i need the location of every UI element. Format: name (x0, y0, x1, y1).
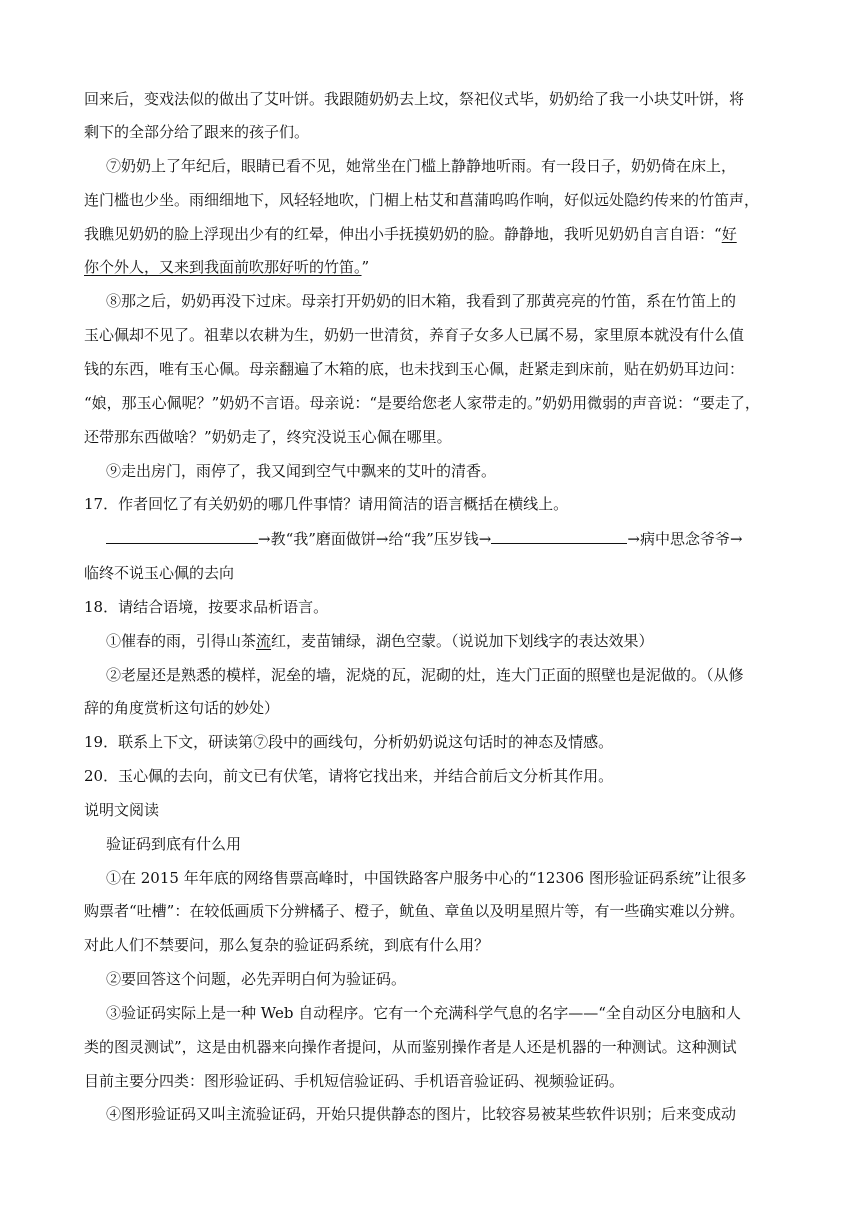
question-17-answer-line (106, 529, 743, 549)
text-line: 临终不说玉心佩的去向 (84, 564, 235, 582)
article-paragraph-3: ③验证码实际上是一种 Web 自动程序。它有一个充满科学气息的名字——“全自动区分电脑和人 (106, 1004, 741, 1022)
question-17: 17．作者回忆了有关奶奶的哪几件事情？请用简洁的语言概括在横线上。 (84, 495, 569, 513)
text-line: 玉心佩却不见了。祖辈以农耕为生，奶奶一世清贫，养育子女多人已属不易，家里原本就没有什么值 (84, 326, 745, 344)
text-line: 类的图灵测试”，这是由机器来向操作者提问，从而鉴别操作者是人还是机器的一种测试。这种测试 (84, 1038, 737, 1056)
article-title: 验证码到底有什么用 (106, 835, 242, 853)
text-line: 对此人们不禁要问，那么复杂的验证码系统，到底有什么用？ (84, 936, 490, 954)
text-line: 回来后，变戏法似的做出了艾叶饼。我跟随奶奶去上坟，祭祀仪式毕，奶奶给了我一小块艾叶饼，将 (84, 90, 745, 108)
article-paragraph-2: ②要回答这个问题，必先弄明白何为验证码。 (106, 970, 407, 988)
text-line: 连门槛也少坐。雨细细地下，风轻轻地吹，门楣上枯艾和菖蒲呜呜作响，好似远处隐约传来的竹笛声， (84, 191, 760, 209)
text-span: →教“我”磨面做饼→给“我”压岁钱→ (258, 530, 492, 548)
text-line: 剩下的全部分给了跟来的孩子们。 (84, 123, 310, 141)
answer-blank[interactable] (106, 529, 258, 544)
question-18-item-1 (106, 631, 654, 651)
article-paragraph-4: ④图形验证码又叫主流验证码，开始只提供静态的图片，比较容易被某些软件识别；后来变成动 (106, 1105, 737, 1123)
text-line: 钱的东西，唯有玉心佩。母亲翻遍了木箱的底，也未找到玉心佩，赶紧走到床前，贴在奶奶耳边问： (84, 360, 745, 378)
answer-blank[interactable] (491, 529, 627, 544)
text-span: →病中思念爷爷→ (627, 530, 743, 548)
text-line: “娘，那玉心佩呢？”奶奶不言语。母亲说：“是要给您老人家带走的。”奶奶用微弱的声音说：“要走了， (84, 394, 760, 412)
underlined-sentence: 你个外人，又来到我面前吹那好听的竹笛。 (84, 258, 362, 276)
question-18: 18．请结合语境，按要求品析语言。 (84, 598, 329, 616)
text-span: 我瞧见奶奶的脸上浮现出少有的红晕，伸出小手抚摸奶奶的脸。静静地，我听见奶奶自言自语：“ (84, 225, 722, 243)
text-span: ” (361, 258, 370, 276)
underlined-word: 流 (256, 632, 272, 650)
question-18-item-2: ②老屋还是熟悉的模样，泥垒的墙，泥烧的瓦，泥砌的灶，连大门正面的照壁也是泥做的。（从修 (106, 666, 744, 684)
text-line: 目前主要分四类：图形验证码、手机短信验证码、手机语音验证码、视频验证码。 (84, 1072, 625, 1090)
paragraph-9-line: ⑨走出房门，雨停了，我又闻到空气中飘来的艾叶的清香。 (106, 462, 497, 480)
underlined-sentence: 好 (721, 225, 737, 243)
text-span: ①催春的雨，引得山茶 (106, 632, 257, 650)
text-span: 红，麦苗铺绿，湖色空蒙。（说说加下划线字的表达效果） (271, 632, 654, 650)
text-line: 购票者“吐槽”：在较低画质下分辨橘子、橙子，鱿鱼、章鱼以及明星照片等，有一些确实难以分辨。 (84, 902, 745, 920)
question-20: 20．玉心佩的去向，前文已有伏笔，请将它找出来，并结合前后文分析其作用。 (84, 767, 614, 785)
paragraph-8-line: ⑧那之后，奶奶再没下过床。母亲打开奶奶的旧木箱，我看到了那黄亮亮的竹笛，系在竹笛上的 (106, 292, 737, 310)
text-line (84, 257, 369, 277)
question-19: 19．联系上下文，研读第⑦段中的画线句，分析奶奶说这句话时的神态及情感。 (84, 733, 614, 751)
article-paragraph-1: ①在 2015 年年底的网络售票高峰时，中国铁路客户服务中心的“12306 图形验证码系统”让很多 (106, 869, 747, 887)
paragraph-7-line: ⑦奶奶上了年纪后，眼睛已看不见，她常坐在门槛上静静地听雨。有一段日子，奶奶倚在床上， (106, 157, 737, 175)
section-heading: 说明文阅读 (84, 801, 160, 819)
text-line (84, 224, 737, 244)
text-line: 辞的角度赏析这句话的妙处） (84, 699, 280, 717)
text-line: 还带那东西做啥？”奶奶走了，终究没说玉心佩在哪里。 (84, 428, 452, 446)
